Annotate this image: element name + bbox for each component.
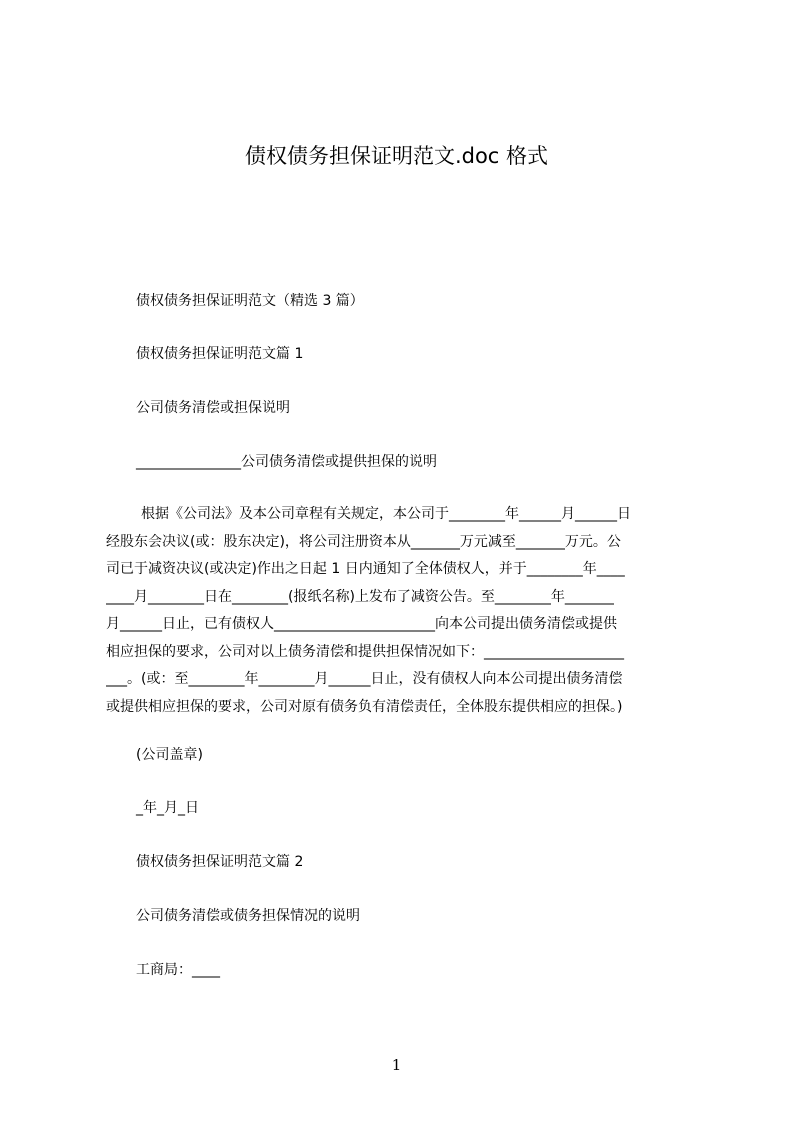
body-line: 经股东会决议(或：股东决定)，将公司注册资本从_______万元减至_______万元。公: [106, 533, 621, 550]
section-heading-2: 债权债务担保证明范文篇 2: [136, 854, 304, 870]
body-line: ____月________日在________(报纸名称)上发布了减资公告。至________年_______: [106, 588, 614, 605]
section-heading-1: 债权债务担保证明范文篇 1: [136, 346, 304, 362]
company-seal-label: (公司盖章): [136, 747, 203, 763]
addressee-line: 工商局：____: [136, 962, 220, 978]
explanation-heading: _______________公司债务清偿或提供担保的说明: [136, 454, 437, 470]
document-title: 债权债务担保证明范文.doc 格式: [244, 144, 549, 168]
subheading-debt-status: 公司债务清偿或债务担保情况的说明: [136, 908, 360, 924]
body-paragraph: [106, 503, 698, 723]
body-line: 或提供相应担保的要求，公司对原有债务负有清偿责任，全体股东提供相应的担保。): [106, 698, 623, 715]
page-number: 1: [391, 1056, 402, 1074]
intro-paragraph: 债权债务担保证明范文（精选 3 篇）: [136, 293, 364, 309]
body-line: ___。(或：至________年________月______日止，没有债权人向本公司提出债务清偿: [106, 671, 623, 687]
body-line: 月______日止，已有债权人_______________________向本公司提出债务清偿或提供: [106, 616, 617, 632]
body-line: 司已于减资决议(或决定)作出之日起 1 日内通知了全体债权人，并于________年____: [106, 561, 625, 577]
body-line: 根据《公司法》及本公司章程有关规定，本公司于________年______月______日: [141, 506, 631, 522]
body-line: 相应担保的要求，公司对以上债务清偿和提供担保情况如下：____________________: [106, 643, 624, 660]
date-line: _年_月_日: [136, 800, 199, 816]
subheading-debt-guarantee: 公司债务清偿或担保说明: [136, 400, 290, 416]
